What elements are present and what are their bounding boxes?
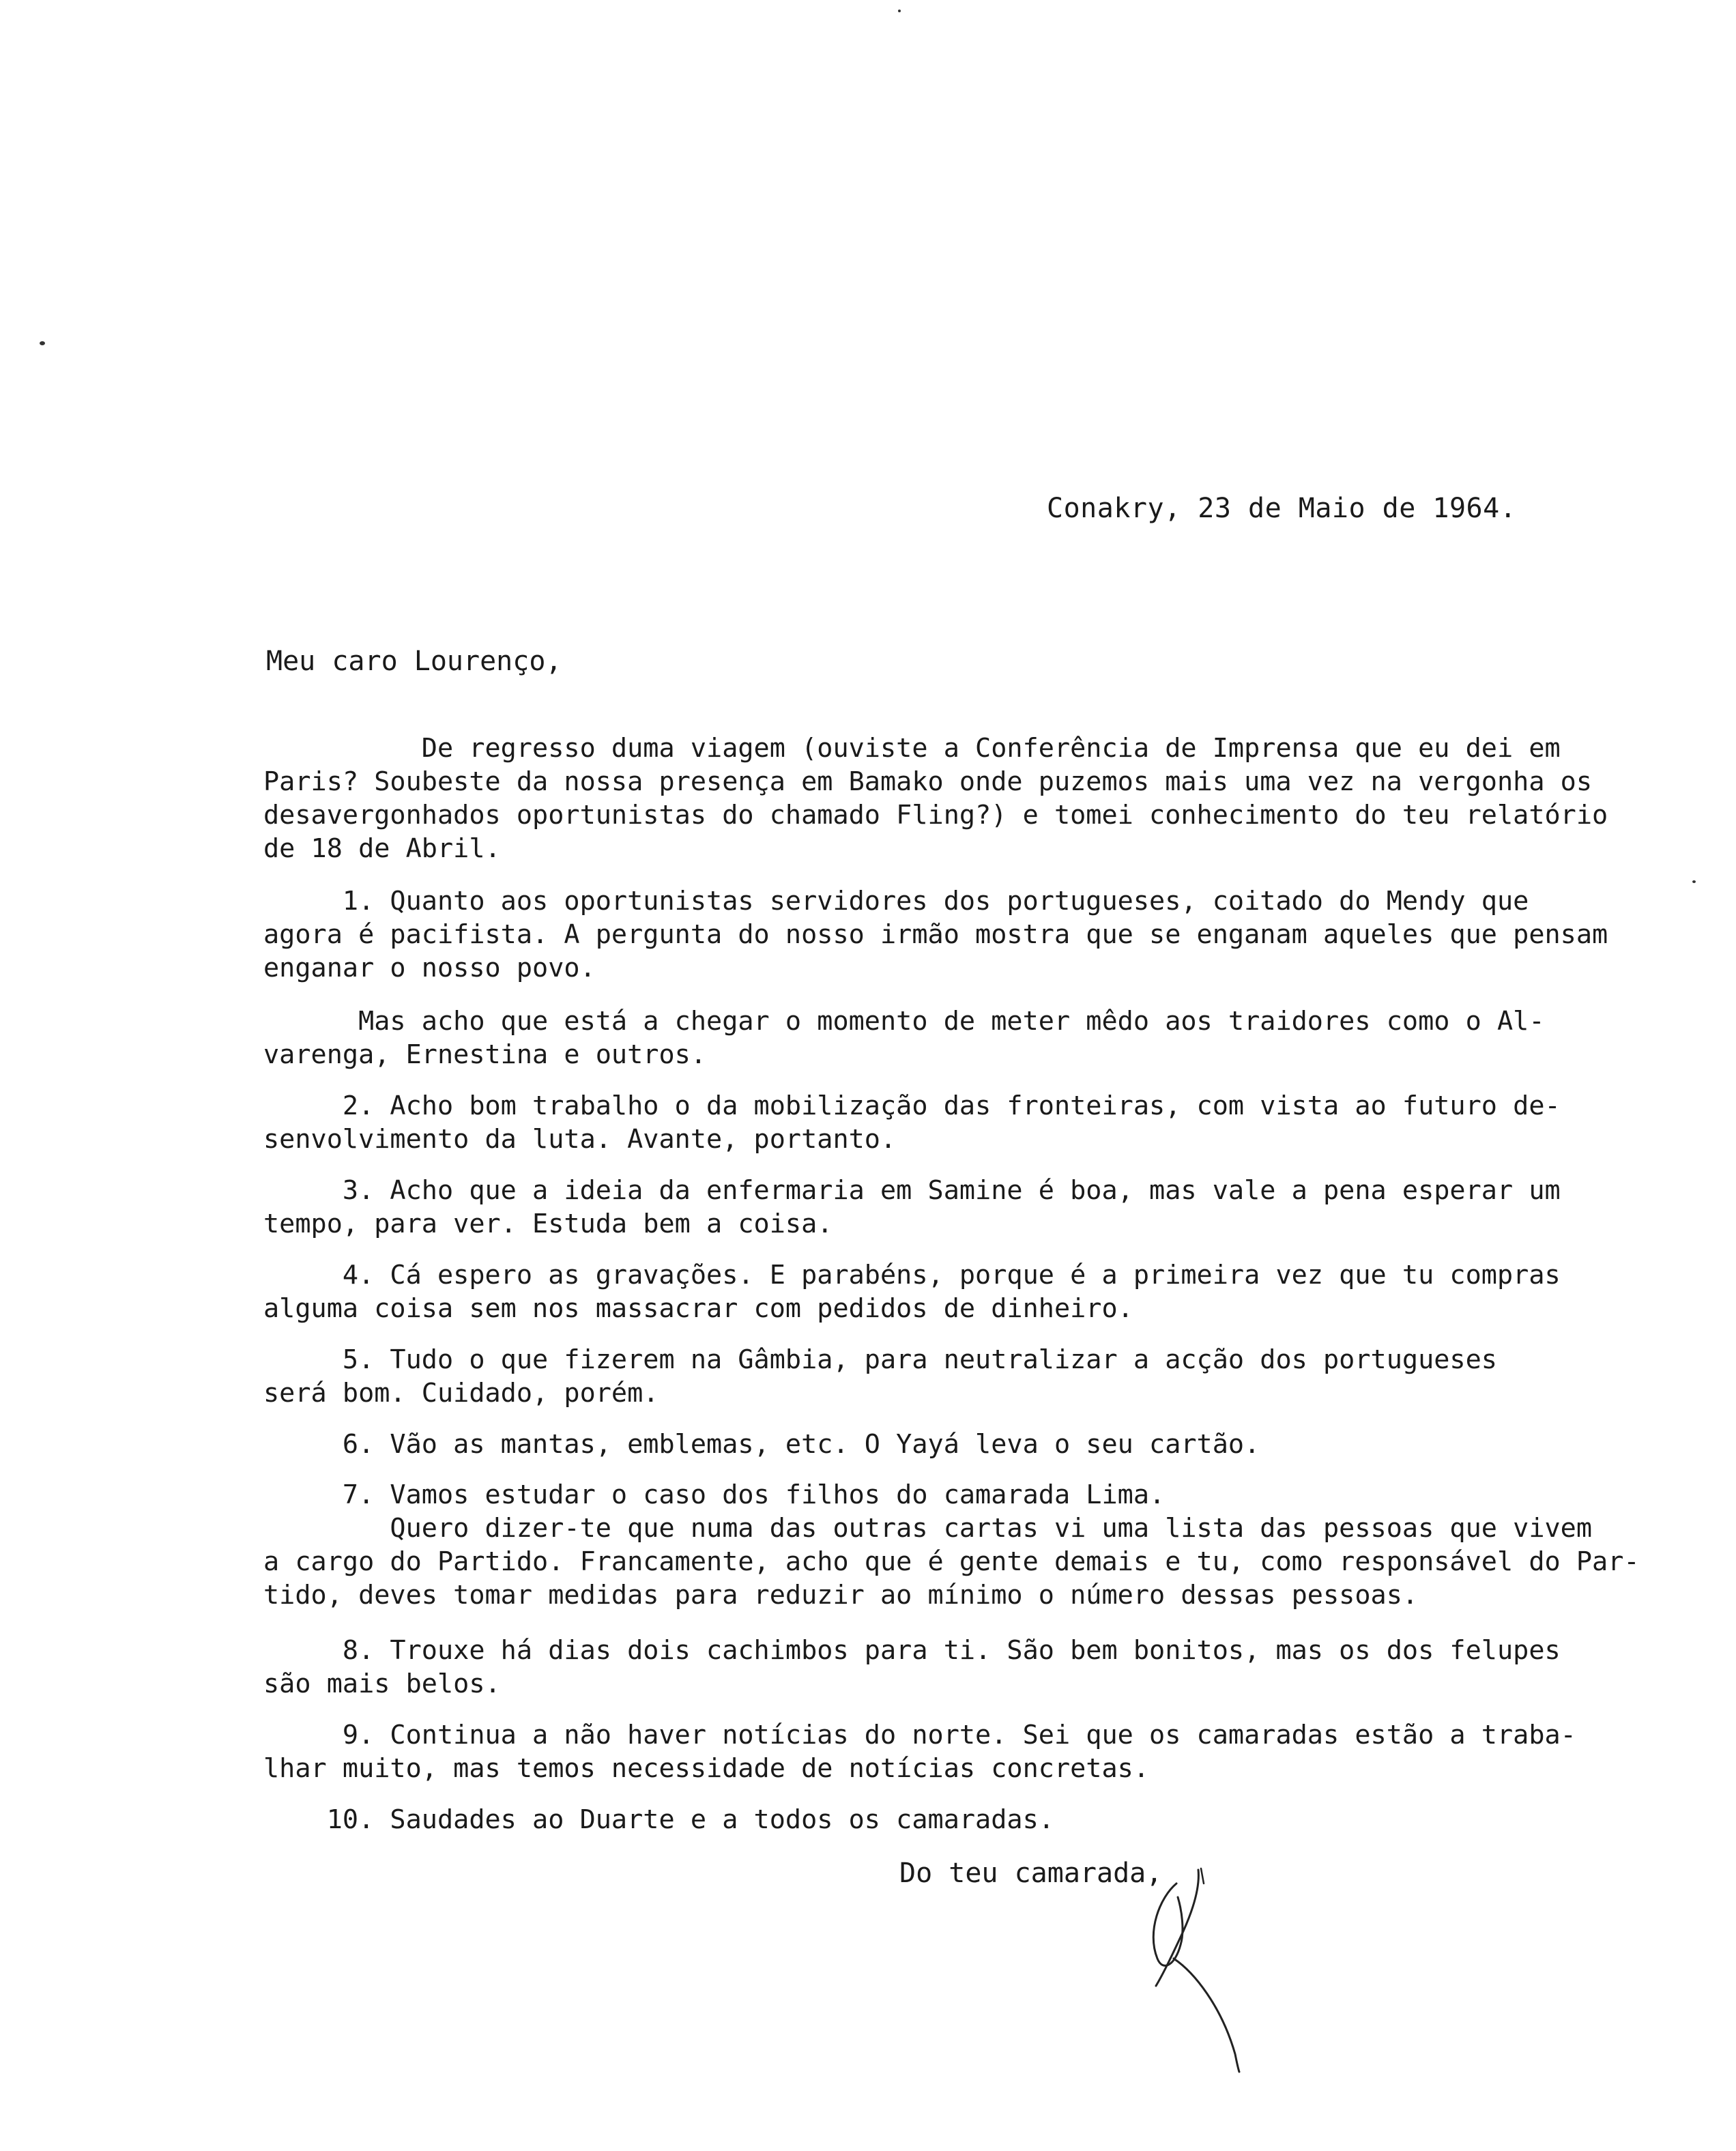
paragraph (263, 1634, 1642, 1701)
text-line: varenga, Ernestina e outros. (263, 1039, 707, 1070)
text-line: senvolvimento da luta. Avante, portanto. (263, 1124, 897, 1155)
paragraph (263, 1428, 1642, 1461)
text-line: de 18 de Abril. (263, 833, 501, 864)
text-line: Mas acho que está a chegar o momento de meter mêdo aos traidores como o Al- (263, 1006, 1545, 1037)
margin-mark (1692, 880, 1696, 883)
closing-line: Do teu camarada, (899, 1858, 1163, 1889)
text-line: Quero dizer-te que numa das outras cartas vi uma lista das pessoas que vivem (263, 1513, 1593, 1544)
paragraph (263, 884, 1642, 985)
paragraph (263, 1478, 1642, 1612)
paragraph (263, 1718, 1642, 1785)
text-line: 7. Vamos estudar o caso dos filhos do camarada Lima. (263, 1479, 1166, 1510)
text-line: 9. Continua a não haver notícias do norte. Sei que os camaradas estão a traba- (263, 1720, 1576, 1750)
text-line: 1. Quanto aos oportunistas servidores dos portugueses, coitado do Mendy que (263, 886, 1529, 916)
paragraph (263, 1803, 1642, 1836)
text-line: a cargo do Partido. Francamente, acho que é gente demais e tu, como responsável do Par- (263, 1546, 1640, 1577)
paragraph (263, 1005, 1642, 1071)
paragraph (263, 1089, 1642, 1156)
salutation: Meu caro Lourenço, (266, 646, 562, 677)
text-line: De regresso duma viagem (ouviste a Conferência de Imprensa que eu dei em (263, 733, 1561, 764)
letter-date: Conakry, 23 de Maio de 1964. (1047, 493, 1517, 524)
text-line: lhar muito, mas temos necessidade de notícias concretas. (263, 1753, 1150, 1784)
margin-mark (898, 10, 901, 12)
text-line: tido, deves tomar medidas para reduzir ao mínimo o número dessas pessoas. (263, 1580, 1419, 1611)
text-line: 8. Trouxe há dias dois cachimbos para ti. São bem bonitos, mas os dos felupes (263, 1635, 1561, 1666)
text-line: desavergonhados oportunistas do chamado Fling?) e tomei conhecimento do teu relatório (263, 800, 1608, 831)
text-line: 6. Vão as mantas, emblemas, etc. O Yayá leva o seu cartão. (263, 1429, 1260, 1460)
paragraph (263, 1343, 1642, 1410)
handwritten-signature (1133, 1856, 1269, 2075)
paragraph (263, 732, 1642, 865)
text-line: será bom. Cuidado, porém. (263, 1378, 659, 1409)
text-line: 10. Saudades ao Duarte e a todos os camaradas. (263, 1804, 1054, 1835)
text-line: enganar o nosso povo. (263, 953, 596, 983)
text-line: agora é pacifista. A pergunta do nosso irmão mostra que se enganam aqueles que pensam (263, 919, 1608, 950)
text-line: 3. Acho que a ideia da enfermaria em Samine é boa, mas vale a pena esperar um (263, 1175, 1561, 1206)
text-line: 4. Cá espero as gravações. E parabéns, porque é a primeira vez que tu compras (263, 1260, 1561, 1290)
paragraph (263, 1258, 1642, 1325)
paragraph (263, 1174, 1642, 1241)
text-line: Paris? Soubeste da nossa presença em Bamako onde puzemos mais uma vez na vergonha os (263, 766, 1593, 797)
text-line: 2. Acho bom trabalho o da mobilização das fronteiras, com vista ao futuro de- (263, 1091, 1561, 1121)
text-line: são mais belos. (263, 1669, 501, 1699)
text-line: alguma coisa sem nos massacrar com pedidos de dinheiro. (263, 1293, 1133, 1324)
text-line: 5. Tudo o que fizerem na Gâmbia, para neutralizar a acção dos portugueses (263, 1344, 1497, 1375)
margin-mark (40, 341, 45, 345)
text-line: tempo, para ver. Estuda bem a coisa. (263, 1209, 833, 1239)
